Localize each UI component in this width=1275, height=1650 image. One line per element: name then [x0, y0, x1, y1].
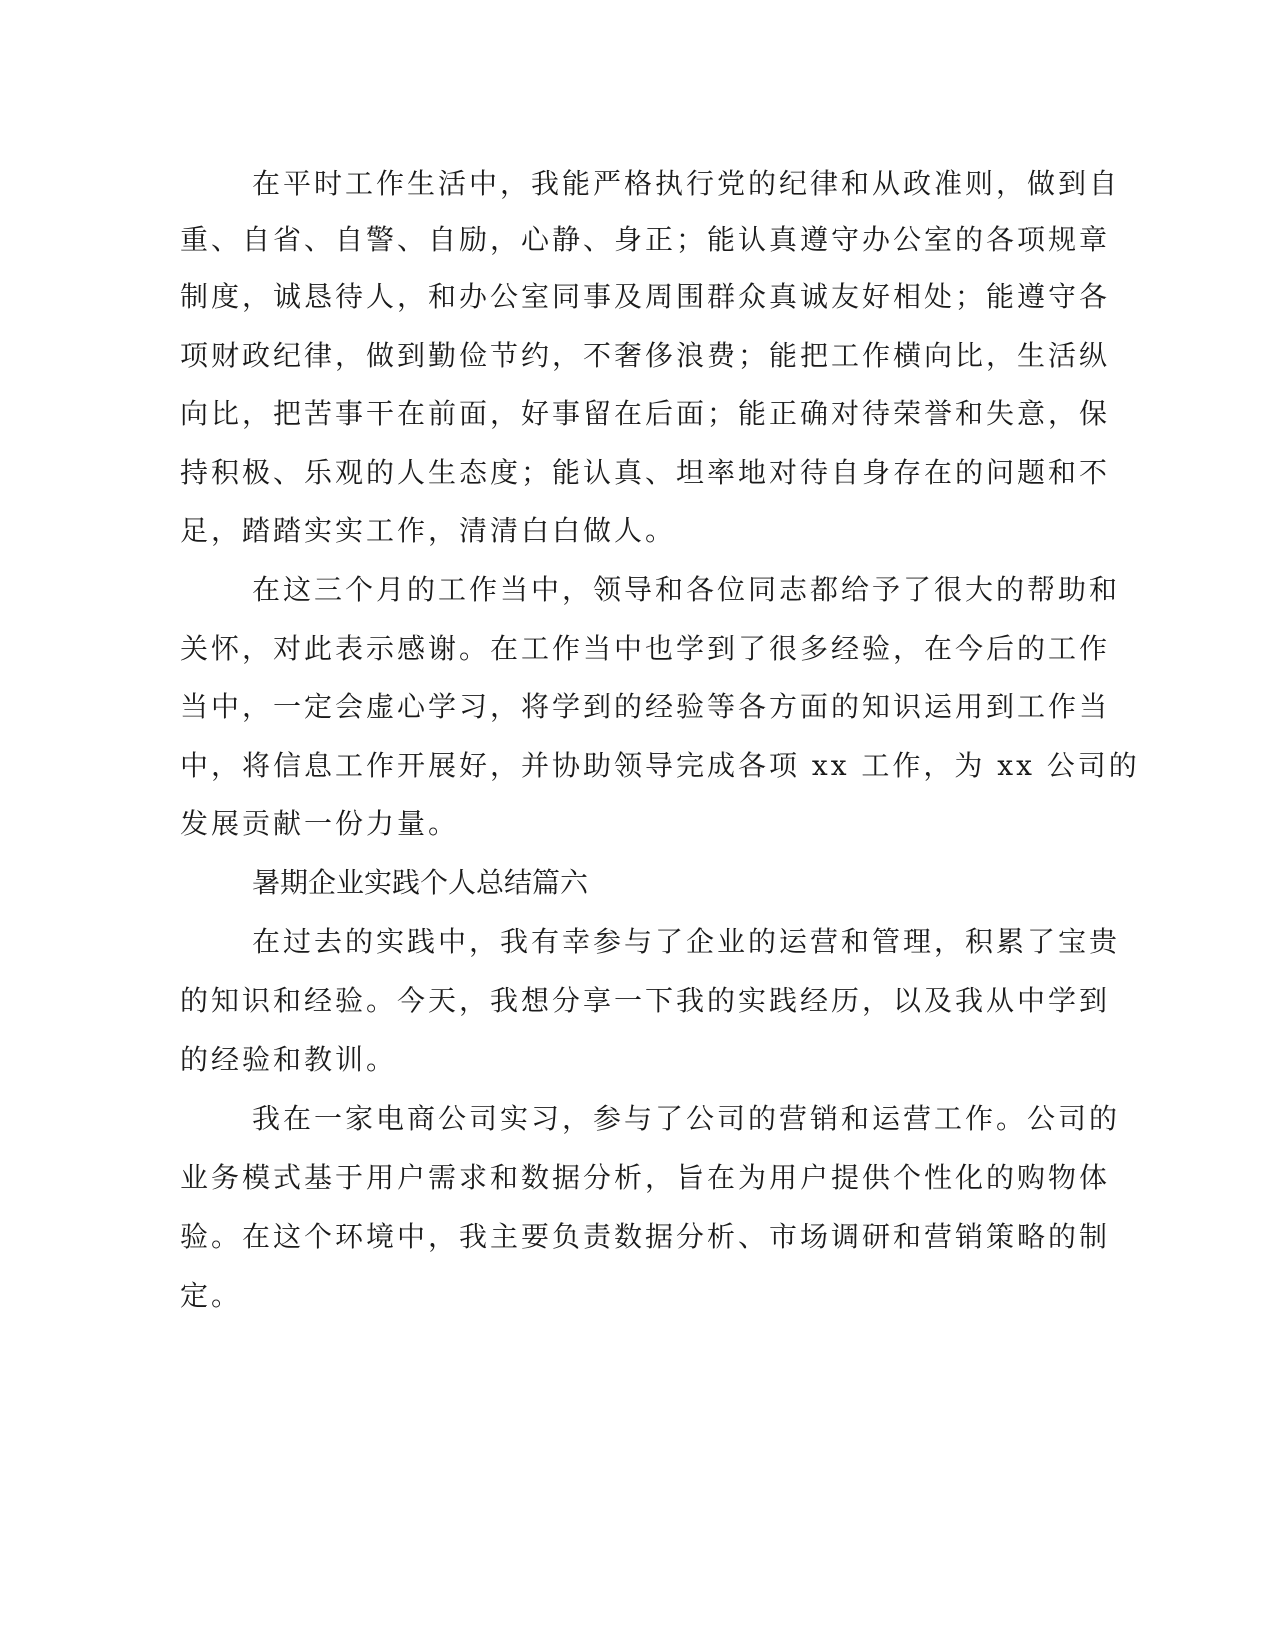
- paragraph-1-line-3: [0, 273, 1275, 321]
- paragraph-4-line-4: [0, 1272, 1275, 1320]
- text-line: 验。在这个环境中，我主要负责数据分析、市场调研和营销策略的制: [180, 1220, 1111, 1253]
- paragraph-2-line-4: [0, 742, 1275, 790]
- text-line: 在平时工作生活中，我能严格执行党的纪律和从政准则，做到自: [252, 167, 1121, 200]
- paragraph-4-line-3: [0, 1213, 1275, 1261]
- text-line: 关怀，对此表示感谢。在工作当中也学到了很多经验，在今后的工作: [180, 632, 1111, 665]
- text-line: 重、自省、自警、自励，心静、身正；能认真遵守办公室的各项规章: [180, 223, 1111, 256]
- paragraph-2-line-3: [0, 683, 1275, 731]
- text-line: 向比，把苦事干在前面，好事留在后面；能正确对待荣誉和失意，保: [180, 397, 1111, 430]
- paragraph-1-line-7: [0, 507, 1275, 555]
- section-heading-text: 暑期企业实践个人总结篇六: [252, 866, 589, 899]
- text-line: 发展贡献一份力量。: [180, 807, 460, 840]
- paragraph-2-line-2: [0, 625, 1275, 673]
- paragraph-3-line-3: [0, 1036, 1275, 1084]
- paragraph-1-line-2: [0, 216, 1275, 264]
- paragraph-4-line-1: [0, 1095, 1275, 1143]
- text-line: 项财政纪律，做到勤俭节约，不奢侈浪费；能把工作横向比，生活纵: [180, 339, 1111, 372]
- text-line: 业务模式基于用户需求和数据分析，旨在为用户提供个性化的购物体: [180, 1161, 1111, 1194]
- paragraph-1-line-6: [0, 449, 1275, 497]
- paragraph-4-line-2: [0, 1154, 1275, 1202]
- text-line: 当中，一定会虚心学习，将学到的经验等各方面的知识运用到工作当: [180, 690, 1111, 723]
- section-heading: [0, 859, 1275, 907]
- text-line: 定。: [180, 1279, 243, 1312]
- paragraph-3-line-2: [0, 977, 1275, 1025]
- text-line: 在这三个月的工作当中，领导和各位同志都给予了很大的帮助和: [252, 573, 1121, 606]
- text-line: 足，踏踏实实工作，清清白白做人。: [180, 514, 677, 547]
- text-line: 的知识和经验。今天，我想分享一下我的实践经历，以及我从中学到: [180, 984, 1111, 1017]
- paragraph-3-line-1: [0, 918, 1275, 966]
- text-line: 在过去的实践中，我有幸参与了企业的运营和管理，积累了宝贵: [252, 925, 1121, 958]
- text-line: 我在一家电商公司实习，参与了公司的营销和运营工作。公司的: [252, 1102, 1121, 1135]
- text-line: 持积极、乐观的人生态度；能认真、坦率地对待自身存在的问题和不: [180, 456, 1111, 489]
- text-line: 制度，诚恳待人，和办公室同事及周围群众真诚友好相处；能遵守各: [180, 280, 1111, 313]
- text-line: 中，将信息工作开展好，并协助领导完成各项 xx 工作，为 xx 公司的: [180, 749, 1140, 782]
- paragraph-1-line-1: [0, 160, 1275, 208]
- paragraph-2-line-5: [0, 800, 1275, 848]
- paragraph-1-line-5: [0, 390, 1275, 438]
- paragraph-2-line-1: [0, 566, 1275, 614]
- text-line: 的经验和教训。: [180, 1043, 398, 1076]
- paragraph-1-line-4: [0, 332, 1275, 380]
